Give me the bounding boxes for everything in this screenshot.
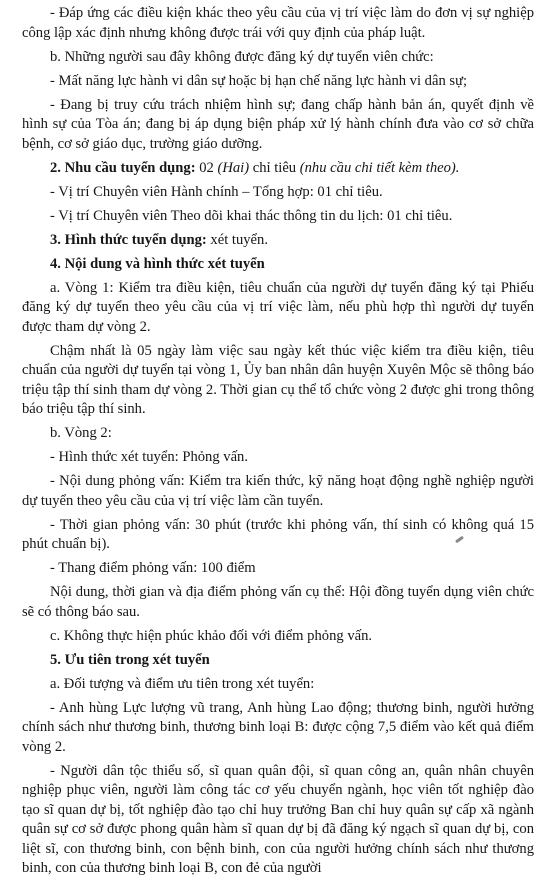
paragraph-priority-1: - Anh hùng Lực lượng vũ trang, Anh hùng Lao động; thương binh, người hưởng chính sách như thương binh, thương binh loại B: được cộng 7,5 điểm vào kết quả điểm vòng 2. <box>22 699 534 755</box>
paragraph-interview-content: - Nội dung phỏng vấn: Kiểm tra kiến thức, kỹ năng hoạt động nghề nghiệp người dự tuyển theo yêu cầu của vị trí việc làm cần tuyển. <box>22 473 534 509</box>
paragraph-ineligible-intro: b. Những người sau đây không được đăng ký dự tuyển viên chức: <box>50 48 434 65</box>
paragraph-interview-form: - Hình thức xét tuyển: Phỏng vấn. <box>50 449 249 465</box>
paragraph-priority-intro: a. Đối tượng và điểm ưu tiên trong xét tuyển: <box>50 675 315 692</box>
position-tourism: - Vị trí Chuyên viên Theo dõi khai thác thông tin du lịch: 01 chỉ tiêu. <box>50 207 453 224</box>
paragraph-round-1-notice: Chậm nhất là 05 ngày làm việc sau ngày kết thúc việc kiểm tra điều kiện, tiêu chuẩn của người dự tuyển tại vòng 1, Ủy ban nhân dân huyện Xuyên Mộc sẽ thông báo triệu tập thí sinh tham dự vòng 2. Thời gian cụ thể tổ chức vòng 2 được ghi trong thông báo triệu tập thí sinh. <box>22 342 534 417</box>
paragraph-interview-scale: - Thang điểm phỏng vấn: 100 điểm <box>50 560 256 576</box>
section-3-form: 3. Hình thức tuyển dụng: xét tuyển. <box>50 231 268 248</box>
position-admin: - Vị trí Chuyên viên Hành chính – Tổng hợp: 01 chỉ tiêu. <box>50 183 383 200</box>
section-2-recruitment-need: 2. Nhu cầu tuyển dụng: 02 (Hai) chỉ tiêu (nhu cầu chi tiết kèm theo). <box>50 159 460 176</box>
paragraph-round-2: b. Vòng 2: <box>50 425 112 441</box>
paragraph-no-review: c. Không thực hiện phúc khảo đối với điểm phỏng vấn. <box>50 627 373 644</box>
paragraph-interview-time: - Thời gian phỏng vấn: 30 phút (trước khi phỏng vấn, thí sinh có không quá 15 phút chuẩn bị). <box>22 516 534 552</box>
section-4-heading: 4. Nội dung và hình thức xét tuyển <box>50 255 265 272</box>
paragraph-other-conditions: - Đáp ứng các điều kiện khác theo yêu cầu của vị trí việc làm do đơn vị sự nghiệp công lập xác định nhưng không được trái với quy định của pháp luật. <box>22 5 534 41</box>
paragraph-ineligible-1: - Mất năng lực hành vi dân sự hoặc bị hạn chế năng lực hành vi dân sự; <box>50 72 468 89</box>
paragraph-ineligible-2: - Đang bị truy cứu trách nhiệm hình sự; đang chấp hành bản án, quyết định về hình sự của Tòa án; đang bị áp dụng biện pháp xử lý hành chính đưa vào cơ sở chữa bệnh, cơ sở giáo dục, trường giáo dưỡng. <box>22 96 534 152</box>
section-3-heading: 3. Hình thức tuyển dụng: <box>50 231 207 248</box>
section-2-heading: 2. Nhu cầu tuyển dụng: <box>50 159 196 176</box>
paragraph-priority-2: - Người dân tộc thiểu số, sĩ quan quân đội, sĩ quan công an, quân nhân chuyên nghiệp phục viên, người làm công tác cơ yếu chuyển ngành, học viên tốt nghiệp đào tạo sĩ quan dự bị, tốt nghiệp đào tạo chỉ huy trưởng Ban chỉ huy quân sự cấp xã ngành quân sự cơ sở được phong quân hàm sĩ quan dự bị đã đăng ký ngạch sĩ quan dự bị, con liệt sĩ, con thương binh, con bệnh binh, con của người hưởng chính sách như thương binh, con của thương binh loại B, con đẻ của người <box>22 762 534 876</box>
paragraph-interview-details: Nội dung, thời gian và địa điểm phỏng vấn cụ thể: Hội đồng tuyển dụng viên chức sẽ có thông báo sau. <box>22 584 534 620</box>
section-5-heading: 5. Ưu tiên trong xét tuyển <box>50 651 210 668</box>
paragraph-round-1: a. Vòng 1: Kiểm tra điều kiện, tiêu chuẩn của người dự tuyển đăng ký tại Phiếu đăng ký dự tuyển theo yêu cầu của vị trí việc làm, nếu phù hợp thì người dự tuyển được tham dự vòng 2. <box>22 279 534 335</box>
